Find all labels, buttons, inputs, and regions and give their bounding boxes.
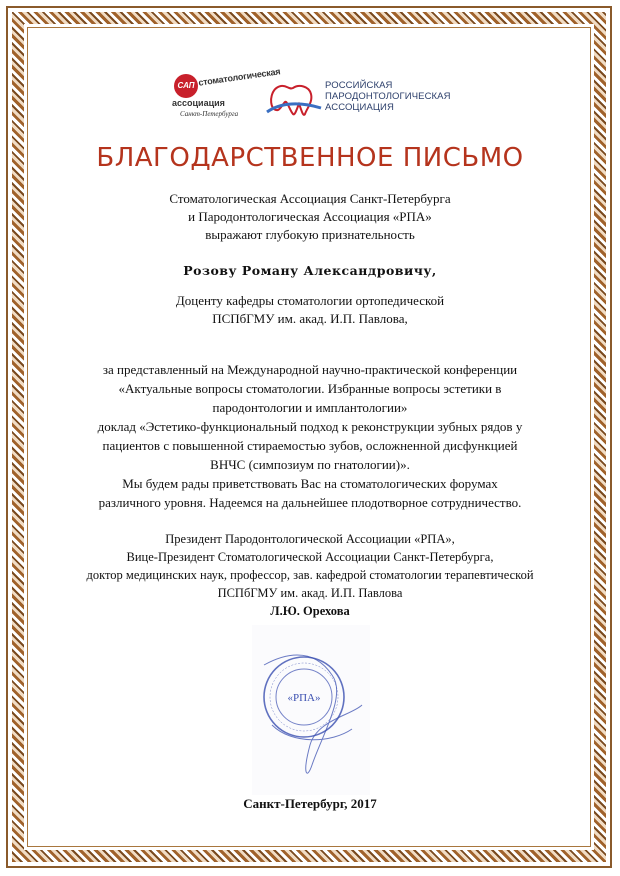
logo-text-line: ПАРОДОНТОЛОГИЧЕСКАЯ	[325, 91, 451, 102]
dental-association-spb-logo	[168, 64, 281, 126]
letter-body	[40, 360, 580, 512]
handwritten-signature	[264, 655, 362, 773]
body-line: «Актуальные вопросы стоматологии. Избранные вопросы эстетики в	[118, 381, 502, 396]
association-stamp	[264, 657, 344, 737]
recipient-name: Розову Роману Александровичу,	[183, 263, 437, 278]
signatory-line: доктор медицинских наук, профессор, зав. кафедрой стоматологии терапевтической	[86, 568, 534, 582]
logo-line-1: стоматологическая	[197, 66, 281, 88]
recipient-position	[40, 292, 580, 328]
logo-text-line: АССОЦИАЦИЯ	[325, 102, 394, 113]
intro-line: Стоматологическая Ассоциация Санкт-Петербурга	[169, 191, 451, 206]
body-line: Мы будем рады приветствовать Вас на стоматологических форумах	[122, 476, 498, 491]
signatory-name: Л.Ю. Орехова	[270, 604, 350, 618]
signatory-line: Вице-Президент Стоматологической Ассоциации Санкт-Петербурга,	[126, 550, 494, 564]
intro-line: и Пародонтологическая Ассоциация «РПА»	[188, 209, 432, 224]
place-and-year: Санкт-Петербург, 2017	[243, 796, 377, 811]
russian-periodontology-association-logo	[265, 78, 465, 118]
signatory-block	[40, 530, 580, 620]
stamp-and-signature	[252, 625, 370, 795]
logo-line-2: ассоциация	[172, 98, 225, 108]
body-line: различного уровня. Надеемся на дальнейшее плодотворное сотрудничество.	[98, 495, 522, 510]
logo-text-line: РОССИЙСКАЯ	[325, 80, 393, 91]
position-line: ПСПбГМУ им. акад. И.П. Павлова,	[212, 311, 408, 326]
tooth-icon	[265, 78, 323, 118]
stamp-center-text: «РПА»	[287, 692, 321, 704]
body-line: ВНЧС (симпозиум по гнатологии)».	[210, 457, 410, 472]
signatory-line: ПСПбГМУ им. акад. И.П. Павлова	[217, 586, 403, 600]
intro-text	[40, 190, 580, 244]
body-line: за представленный на Международной научно-практической конференции	[102, 362, 518, 377]
body-line: пародонтологии и имплантологии»	[212, 400, 408, 415]
intro-line: выражают глубокую признательность	[205, 227, 415, 242]
logo-line-3: Санкт-Петербурга	[180, 110, 239, 118]
body-line: доклад «Эстетико-функциональный подход к реконструкции зубных рядов у	[97, 419, 523, 434]
logo-mark: САП	[174, 74, 198, 98]
logo-text	[325, 80, 451, 113]
position-line: Доценту кафедры стоматологии ортопедической	[175, 293, 445, 308]
letter-title: БЛАГОДАРСТВЕННОЕ ПИСЬМО	[96, 143, 524, 173]
body-line: пациентов с повышенной стираемостью зубов, осложненной дисфункцией	[102, 438, 518, 453]
signatory-line: Президент Пародонтологической Ассоциации «РПА»,	[165, 532, 455, 546]
